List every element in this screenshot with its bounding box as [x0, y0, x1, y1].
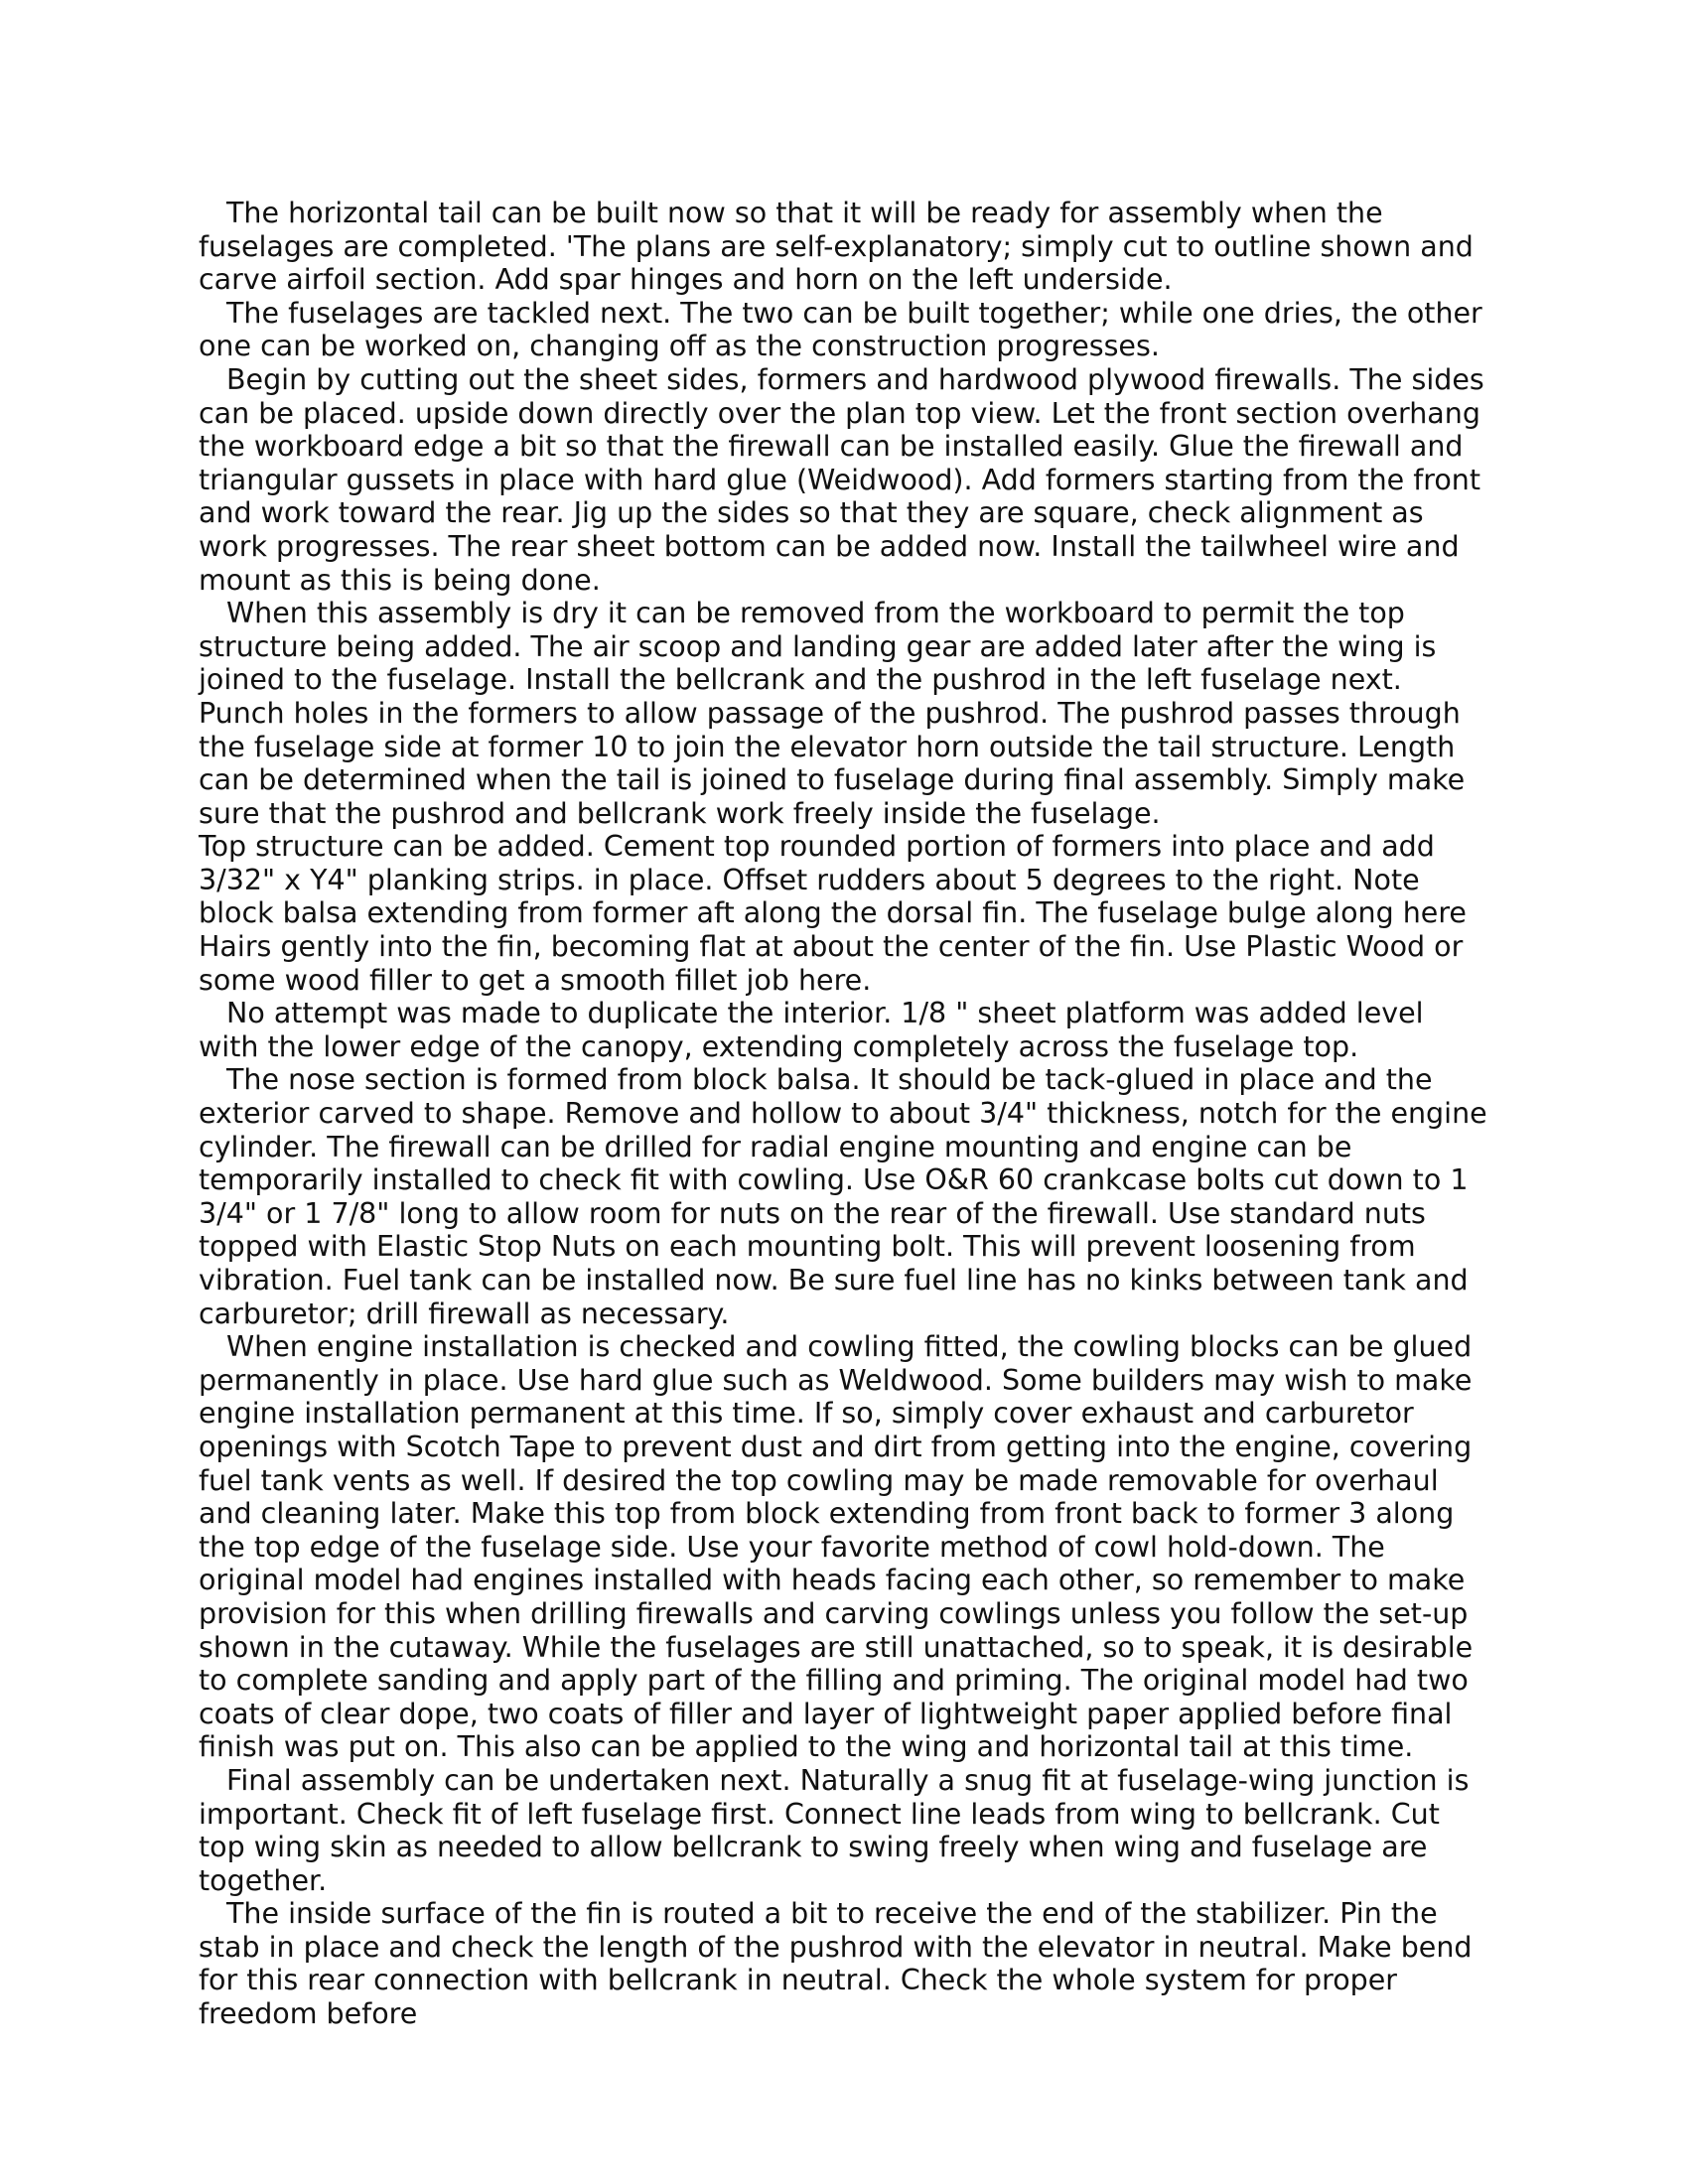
- paragraph-fin-stabilizer: The inside surface of the fin is routed a bit to receive the end of the stabilizer. Pin the stab in place and check the length of the pushrod with the elevator in neutral. Make bend for this rear connection with bellcrank in neutral. Check the whole system for proper freedom before: [199, 1897, 1473, 2031]
- paragraph-top-structure: Top structure can be added. Cement top rounded portion of formers into place and add 3/32" x Y4" planking strips. in place. Offset rudders about 5 degrees to the right. Note block balsa extending from former aft along the dorsal fin. The fuselage bulge along here Hairs gently into the fin, becoming flat at about the center of the fin. Use Plastic Wood or some wood filler to get a smooth fillet job here.: [199, 830, 1467, 997]
- paragraph-horizontal-tail: The horizontal tail can be built now so that it will be ready for assembly when the fuselages are completed. 'The plans are self-explanatory; simply cut to outline shown and carve airfoil section. Add spar hinges and horn on the left underside.: [199, 197, 1474, 297]
- paragraph-fuselages: The fuselages are tackled next. The two can be built together; while one dries, the other one can be worked on, changing off as the construction progresses.: [199, 296, 1482, 363]
- paragraph-engine-installation: When engine installation is checked and cowling fitted, the cowling blocks can be glued permanently in place. Use hard glue such as Weldwood. Some builders may wish to make engine installation permanent at this time. If so, simply cover exhaust and carburetor openings with Scotch Tape to prevent dust and dirt from getting into the engine, covering fuel tank vents as well. If desired the top cowling may be made removable for overhaul and cleaning later. Make this top from block extending from front back to former 3 along the top edge of the fuselage side. Use your favorite method of cowl hold-down. The original model had engines installed with heads facing each other, so remember to make provision for this when drilling firewalls and carving cowlings unless you follow the set-up shown in the cutaway. While the fuselages are still unattached, so to speak, it is desirable to complete sanding and apply part of the filling and priming. The original model had two coats of clear dope, two coats of filler and layer of lightweight paper applied before final finish was put on. This also can be applied to the wing and horizontal tail at this time.: [199, 1330, 1474, 1764]
- body-text: [199, 197, 1489, 2031]
- paragraph-interior: No attempt was made to duplicate the interior. 1/8 " sheet platform was added level with the lower edge of the canopy, extending completely across the fuselage top.: [199, 997, 1424, 1063]
- paragraph-sheet-sides: Begin by cutting out the sheet sides, formers and hardwood plywood firewalls. The sides can be placed. upside down directly over the plan top view. Let the front section overhang the workboard edge a bit so that the firewall can be installed easily. Glue the firewall and triangular gussets in place with hard glue (Weidwood). Add formers starting from the front and work toward the rear. Jig up the sides so that they are square, check alignment as work progresses. The rear sheet bottom can be added now. Install the tailwheel wire and mount as this is being done.: [199, 362, 1484, 597]
- paragraph-nose-section: The nose section is formed from block balsa. It should be tack-glued in place and the exterior carved to shape. Remove and hollow to about 3/4" thickness, notch for the engine cylinder. The firewall can be drilled for radial engine mounting and engine can be temporarily installed to check fit with cowling. Use O&R 60 crankcase bolts cut down to 1 3/4" or 1 7/8" long to allow room for nuts on the rear of the firewall. Use standard nuts topped with Elastic Stop Nuts on each mounting bolt. This will prevent loosening from vibration. Fuel tank can be installed now. Be sure fuel line has no kinks between tank and carburetor; drill firewall as necessary.: [199, 1063, 1487, 1330]
- paragraph-top-structure-prep: When this assembly is dry it can be removed from the workboard to permit the top structure being added. The air scoop and landing gear are added later after the wing is joined to the fuselage. Install the bellcrank and the pushrod in the left fuselage next. Punch holes in the formers to allow passage of the pushrod. The pushrod passes through the fuselage side at former 10 to join the elevator horn outside the tail structure. Length can be determined when the tail is joined to fuselage during final assembly. Simply make sure that the pushrod and bellcrank work freely inside the fuselage.: [199, 597, 1466, 830]
- paragraph-final-assembly: Final assembly can be undertaken next. Naturally a snug fit at fuselage-wing junction is important. Check fit of left fuselage first. Connect line leads from wing to bellcrank. Cut top wing skin as needed to allow bellcrank to swing freely when wing and fuselage are together.: [199, 1763, 1470, 1897]
